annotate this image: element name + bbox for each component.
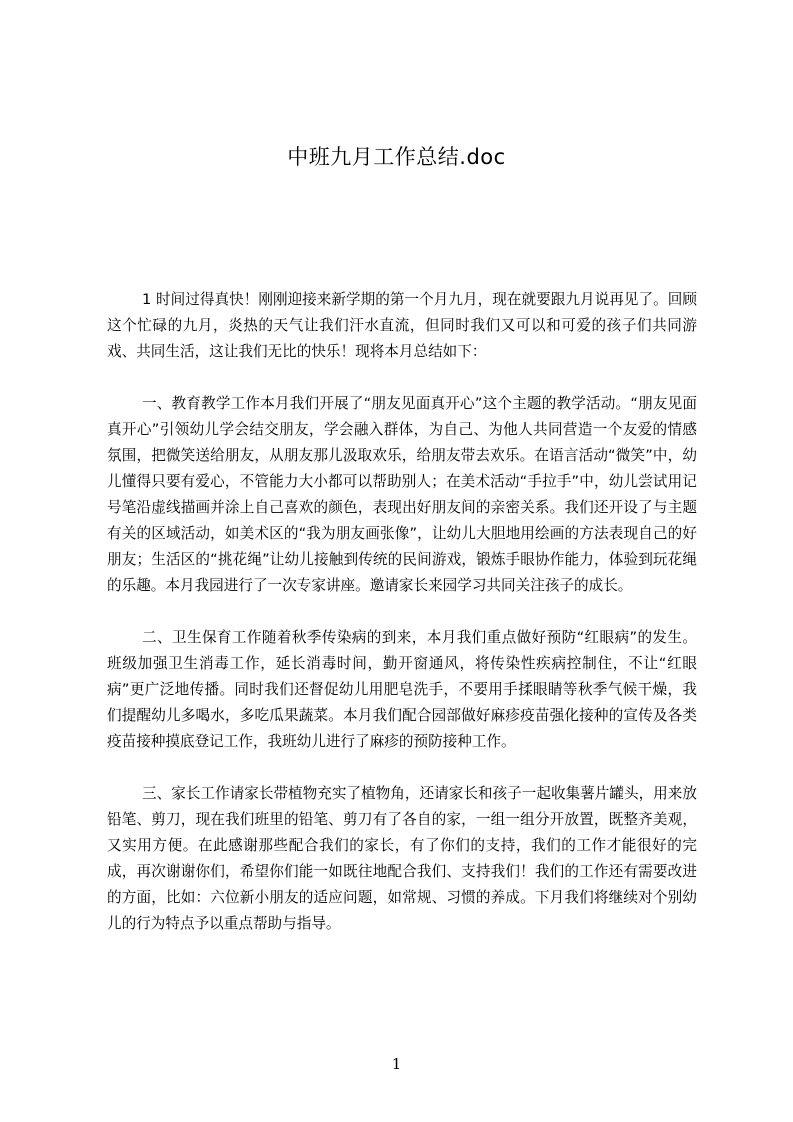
document-title: 中班九月工作总结.doc [287,145,506,169]
paragraph-parent-work: 三、家长工作请家长带植物充实了植物角，还请家长和孩子一起收集薯片罐头，用来放铅笔、剪刀，现在我们班里的铅笔、剪刀有了各自的家，一组一组分开放置，既整齐美观，又实用方便。在此感谢那些配合我们的家长，有了你们的支持，我们的工作才能很好的完成，再次谢谢你们，希望你们能一如既往地配合我们、支持我们！我们的工作还有需要改进的方面，比如：六位新小朋友的适应问题，如常规、习惯的养成。下月我们将继续对个别幼儿的行为特点予以重点帮助与指导。 [107,785,697,932]
document-body [107,287,697,937]
paragraph-health-care: 二、卫生保育工作随着秋季传染病的到来，本月我们重点做好预防“红眼病”的发生。班级加强卫生消毒工作，延长消毒时间，勤开窗通风，将传染性疾病控制住，不让“红眼病”更广泛地传播。同时我们还督促幼儿用肥皂洗手，不要用手揉眼睛等秋季气候干燥，我们提醒幼儿多喝水，多吃瓜果蔬菜。本月我们配合园部做好麻疹疫苗强化接种的宣传及各类疫苗接种摸底登记工作，我班幼儿进行了麻疹的预防接种工作。 [107,629,697,750]
paragraph-intro: 1 时间过得真快！刚刚迎接来新学期的第一个月九月，现在就要跟九月说再见了。回顾这个忙碌的九月，炎热的天气让我们汗水直流，但同时我们又可以和可爱的孩子们共同游戏、共同生活，这让我们无比的快乐！现将本月总结如下： [107,291,697,360]
page-number: 1 [391,1055,402,1073]
paragraph-education: 一、教育教学工作本月我们开展了“朋友见面真开心”这个主题的教学活动。“朋友见面真开心”引领幼儿学会结交朋友，学会融入群体，为自己、为他人共同营造一个友爱的情感氛围，把微笑送给朋友，从朋友那儿汲取欢乐，给朋友带去欢乐。在语言活动“微笑”中，幼儿懂得只要有爱心，不管能力大小都可以帮助别人；在美术活动“手拉手”中，幼儿尝试用记号笔沿虚线描画并涂上自己喜欢的颜色，表现出好朋友间的亲密关系。我们还开设了与主题有关的区域活动，如美术区的“我为朋友画张像”，让幼儿大胆地用绘画的方法表现自己的好朋友；生活区的“挑花绳”让幼儿接触到传统的民间游戏，锻炼手眼协作能力，体验到玩花绳的乐趣。本月我园进行了一次专家讲座。邀请家长来园学习共同关注孩子的成长。 [107,395,697,594]
